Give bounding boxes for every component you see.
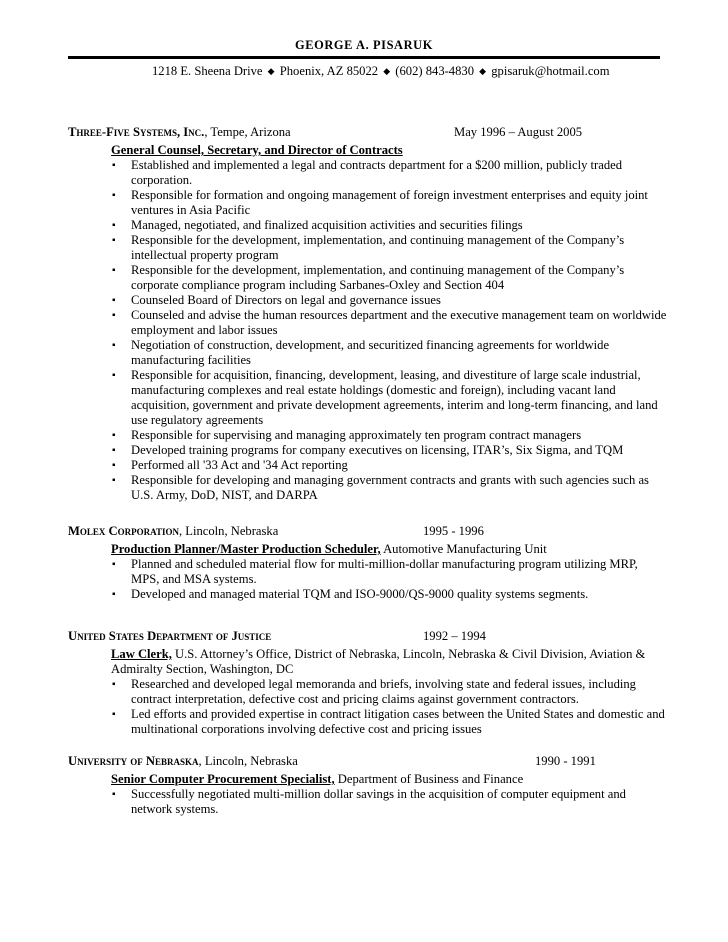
job-title: Law Clerk, <box>111 647 172 661</box>
experience-section <box>68 125 668 503</box>
bullet-text: Responsible for formation and ongoing management of foreign investment enterprises and equity joint ventures in Asia Pacific <box>131 188 648 217</box>
list-item <box>112 368 668 428</box>
bullet-text: Responsible for the development, implementation, and continuing management of the Company’s corporate compliance program including Sarbanes-Oxley and Section 404 <box>131 263 625 292</box>
separator-diamond: ◆ <box>479 66 487 76</box>
responsibility-list <box>68 787 668 817</box>
address: 1218 E. Sheena Drive <box>152 64 263 78</box>
candidate-name: GEORGE A. PISARUK <box>295 38 433 52</box>
bullet-icon: ▪ <box>112 235 116 246</box>
email: gpisaruk@hotmail.com <box>491 64 610 78</box>
experience-section <box>68 524 668 602</box>
bullet-icon: ▪ <box>112 789 116 800</box>
employer-header <box>68 754 668 769</box>
responsibility-list <box>68 158 668 503</box>
city: Phoenix, AZ 85022 <box>279 64 379 78</box>
company-location: , Tempe, Arizona <box>204 125 291 139</box>
experience-section <box>68 629 668 737</box>
job-title-detail: Automotive Manufacturing Unit <box>380 542 547 556</box>
job-title-line <box>111 647 668 677</box>
bullet-icon: ▪ <box>112 679 116 690</box>
bullet-text: Successfully negotiated multi-million dollar savings in the acquisition of computer equipment and network systems. <box>131 787 626 816</box>
bullet-text: Planned and scheduled material flow for multi-million-dollar manufacturing program utilizing MRP, MPS, and MSA systems. <box>131 557 638 586</box>
list-item <box>112 293 668 308</box>
list-item <box>112 787 668 817</box>
job-title-line <box>111 772 668 787</box>
list-item <box>112 458 668 473</box>
bullet-icon: ▪ <box>112 559 116 570</box>
bullet-icon: ▪ <box>112 220 116 231</box>
bullet-text: Negotiation of construction, development, and securitized financing agreements for worldwide manufacturing facilities <box>131 338 610 367</box>
list-item <box>112 557 668 587</box>
employment-dates: 1995 - 1996 <box>423 524 484 538</box>
bullet-icon: ▪ <box>112 265 116 276</box>
bullet-icon: ▪ <box>112 475 116 486</box>
job-title-line <box>111 143 668 158</box>
bullet-text: Established and implemented a legal and contracts department for a $200 million, publicly traded corporation. <box>131 158 623 187</box>
bullet-text: Researched and developed legal memoranda and briefs, involving state and federal issues, including contract interpretation, defective cost and pricing claims against government contractors. <box>131 677 636 706</box>
list-item <box>112 428 668 443</box>
list-item <box>112 707 668 737</box>
bullet-icon: ▪ <box>112 295 116 306</box>
company-name: Molex Corporation <box>68 524 179 538</box>
list-item <box>112 188 668 218</box>
separator-diamond: ◆ <box>383 66 391 76</box>
bullet-icon: ▪ <box>112 445 116 456</box>
job-title-detail: Department of Business and Finance <box>334 772 524 786</box>
list-item <box>112 473 668 503</box>
list-item <box>112 218 668 233</box>
bullet-text: Developed training programs for company executives on licensing, ITAR’s, Six Sigma, and TQM <box>131 443 624 457</box>
responsibility-list <box>68 677 668 737</box>
company-name: Three-Five Systems, Inc. <box>68 125 205 139</box>
bullet-icon: ▪ <box>112 340 116 351</box>
bullet-text: Led efforts and provided expertise in contract litigation cases between the United States and domestic and multinational corporations involving defective cost and pricing issues <box>131 707 665 736</box>
bullet-text: Performed all '33 Act and '34 Act reporting <box>131 458 348 472</box>
bullet-text: Developed and managed material TQM and ISO-9000/QS-9000 quality systems segments. <box>131 587 589 601</box>
job-title: General Counsel, Secretary, and Director of Contracts <box>111 143 403 157</box>
list-item <box>112 233 668 263</box>
bullet-icon: ▪ <box>112 709 116 720</box>
employer-header <box>68 524 668 539</box>
company-location: , Lincoln, Nebraska <box>198 754 298 768</box>
bullet-icon: ▪ <box>112 430 116 441</box>
employer-header <box>68 629 668 644</box>
list-item <box>112 587 668 602</box>
bullet-text: Responsible for acquisition, financing, development, leasing, and divestiture of large scale industrial, manufacturing complexes and real estate holdings (domestic and foreign), including vacant land acquisition, government and private development agreements, interim and long-term financing, and land use regulatory agreements <box>131 368 658 427</box>
list-item <box>112 308 668 338</box>
job-title: Production Planner/Master Production Scheduler, <box>111 542 381 556</box>
employment-dates: 1992 – 1994 <box>423 629 486 643</box>
contact-line <box>152 64 610 80</box>
list-item <box>112 263 668 293</box>
header-rule <box>68 56 660 59</box>
company-name: United States Department of Justice <box>68 629 272 643</box>
job-title-line <box>111 542 668 557</box>
bullet-icon: ▪ <box>112 589 116 600</box>
company-location: , Lincoln, Nebraska <box>178 524 279 538</box>
bullet-icon: ▪ <box>112 190 116 201</box>
job-title-detail: U.S. Attorney’s Office, District of Nebraska, Lincoln, Nebraska & Civil Division, Aviation & Admiralty Section, Washington, DC <box>111 647 646 676</box>
bullet-icon: ▪ <box>112 310 116 321</box>
responsibility-list <box>68 557 668 602</box>
bullet-icon: ▪ <box>112 460 116 471</box>
employer-header <box>68 125 668 140</box>
phone: (602) 843-4830 <box>395 64 474 78</box>
bullet-icon: ▪ <box>112 160 116 171</box>
bullet-text: Responsible for supervising and managing approximately ten program contract managers <box>131 428 582 442</box>
bullet-icon: ▪ <box>112 370 116 381</box>
company-name: University of Nebraska <box>68 754 199 768</box>
bullet-text: Responsible for the development, implementation, and continuing management of the Company’s intellectual property program <box>131 233 625 262</box>
list-item <box>112 443 668 458</box>
experience-section <box>68 754 668 817</box>
bullet-text: Counseled Board of Directors on legal and governance issues <box>131 293 441 307</box>
list-item <box>112 338 668 368</box>
separator-diamond: ◆ <box>267 66 275 76</box>
bullet-text: Managed, negotiated, and finalized acquisition activities and securities filings <box>131 218 523 232</box>
bullet-text: Responsible for developing and managing government contracts and grants with such agencies such as U.S. Army, DoD, NIST, and DARPA <box>131 473 649 502</box>
list-item <box>112 158 668 188</box>
employment-dates: 1990 - 1991 <box>535 754 596 768</box>
list-item <box>112 677 668 707</box>
job-title: Senior Computer Procurement Specialist, <box>111 772 335 786</box>
bullet-text: Counseled and advise the human resources department and the executive management team on worldwide employment and labor issues <box>131 308 667 337</box>
employment-dates: May 1996 – August 2005 <box>454 125 583 139</box>
